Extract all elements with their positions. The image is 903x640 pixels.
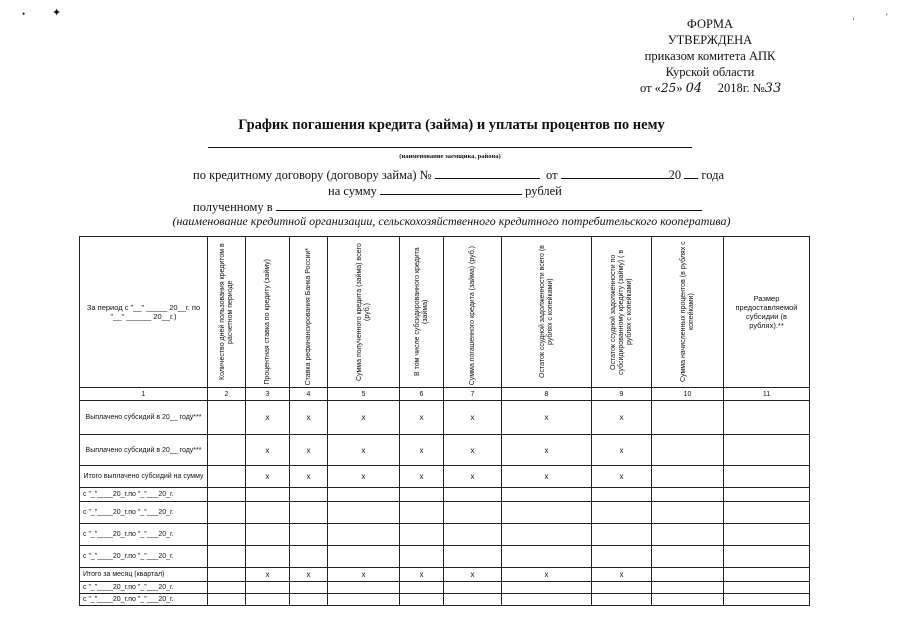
region-label: Курской области — [665, 65, 755, 79]
table-cell[interactable] — [724, 466, 810, 488]
borrower-name-line — [208, 146, 692, 148]
order-label: приказом комитета АПК — [644, 49, 776, 63]
x-mark: x — [592, 568, 652, 582]
table-cell[interactable] — [246, 524, 290, 546]
scan-speck: · — [852, 14, 855, 24]
table-cell[interactable] — [208, 582, 246, 594]
column-number: 11 — [724, 388, 810, 401]
table-cell[interactable] — [724, 502, 810, 524]
table-row — [80, 568, 810, 582]
column-number: 2 — [208, 388, 246, 401]
column-number: 1 — [80, 388, 208, 401]
table-cell[interactable] — [724, 582, 810, 594]
table-row — [80, 594, 810, 606]
table-cell[interactable] — [328, 582, 400, 594]
handwritten-number: 33 — [764, 81, 782, 96]
row-label: Итого за месяц (квартал) — [80, 568, 208, 582]
x-mark: x — [444, 435, 502, 466]
scan-speck: ✦ — [52, 7, 62, 19]
table-row — [80, 435, 810, 466]
approval-date: от «25» 04 2018г. №33 — [640, 81, 782, 96]
table-cell[interactable] — [502, 594, 592, 606]
table-row — [80, 546, 810, 568]
header-subsidy-amount: Размер предоставляемой субсидии (в рублях).** — [724, 237, 810, 388]
table-cell[interactable] — [592, 502, 652, 524]
table-cell[interactable] — [724, 594, 810, 606]
table-cell[interactable] — [290, 594, 328, 606]
table-row — [80, 524, 810, 546]
table-cell[interactable] — [652, 435, 724, 466]
x-mark: x — [290, 466, 328, 488]
table-cell[interactable] — [208, 401, 246, 435]
table-cell[interactable] — [328, 546, 400, 568]
table-cell[interactable] — [400, 546, 444, 568]
table-cell[interactable] — [724, 524, 810, 546]
header-accrued-interest: Сумма начисленных процентов (в рублях с копейками) — [652, 237, 724, 388]
table-cell[interactable] — [328, 594, 400, 606]
table-cell[interactable] — [290, 502, 328, 524]
row-label: с "_"____20_г.по "_"___20_г. — [80, 582, 208, 594]
scan-speck: • — [22, 9, 26, 19]
x-mark: x — [328, 466, 400, 488]
column-number-row — [80, 388, 810, 401]
x-mark: x — [400, 401, 444, 435]
x-mark: x — [328, 568, 400, 582]
table-cell[interactable] — [592, 524, 652, 546]
table-cell[interactable] — [502, 524, 592, 546]
table-cell[interactable] — [208, 466, 246, 488]
x-mark: x — [400, 466, 444, 488]
table-cell[interactable] — [502, 582, 592, 594]
table-cell[interactable] — [652, 524, 724, 546]
table-cell[interactable] — [290, 546, 328, 568]
column-number: 10 — [652, 388, 724, 401]
document-title: График погашения кредита (займа) и уплаты процентов по нему — [238, 117, 665, 133]
table-cell[interactable] — [328, 502, 400, 524]
column-number: 7 — [444, 388, 502, 401]
x-mark: x — [502, 466, 592, 488]
table-cell[interactable] — [328, 488, 400, 502]
x-mark: x — [290, 568, 328, 582]
x-mark: x — [246, 401, 290, 435]
table-cell[interactable] — [208, 524, 246, 546]
table-cell[interactable] — [444, 546, 502, 568]
header-balance-subsidized: Остаток ссудной задолженности по субсидированному кредиту (займу) ( в рублях с копейками) — [592, 237, 652, 388]
table-cell[interactable] — [652, 488, 724, 502]
x-mark: x — [328, 435, 400, 466]
table-cell[interactable] — [208, 594, 246, 606]
x-mark: x — [444, 568, 502, 582]
scan-speck: ' — [886, 12, 888, 22]
table-cell[interactable] — [208, 502, 246, 524]
x-mark: x — [592, 466, 652, 488]
table-row — [80, 582, 810, 594]
row-label: с "_"____20_г.по "_"___20_г. — [80, 488, 208, 502]
contract-number-field[interactable] — [435, 167, 540, 179]
header-subsidized-sum: В том числе субсидированного кредита (займа) — [400, 237, 444, 388]
table-cell[interactable] — [246, 502, 290, 524]
table-cell[interactable] — [290, 488, 328, 502]
table-cell[interactable] — [724, 488, 810, 502]
handwritten-month: 04 — [685, 81, 703, 96]
x-mark: x — [290, 401, 328, 435]
column-number: 5 — [328, 388, 400, 401]
x-mark: x — [246, 466, 290, 488]
table-cell[interactable] — [400, 502, 444, 524]
x-mark: x — [592, 435, 652, 466]
table-cell[interactable] — [290, 582, 328, 594]
row-label: с "_"____20_г.по "_"___20_г. — [80, 502, 208, 524]
table-cell[interactable] — [592, 594, 652, 606]
table-cell[interactable] — [502, 546, 592, 568]
contract-line: по кредитному договору (договору займа) № от 20 года — [193, 168, 725, 182]
table-cell[interactable] — [208, 488, 246, 502]
contract-year-field[interactable] — [684, 167, 698, 179]
x-mark: x — [328, 401, 400, 435]
x-mark: x — [444, 466, 502, 488]
column-number: 9 — [592, 388, 652, 401]
table-cell[interactable] — [724, 401, 810, 435]
x-mark: x — [444, 401, 502, 435]
table-cell[interactable] — [592, 546, 652, 568]
table-cell[interactable] — [592, 582, 652, 594]
table-cell[interactable] — [724, 568, 810, 582]
credit-organization-field[interactable] — [276, 199, 702, 211]
table-cell[interactable] — [652, 546, 724, 568]
row-label: Выплачено субсидий в 20__ году*** — [80, 435, 208, 466]
row-label: Выплачено субсидий в 20__ году*** — [80, 401, 208, 435]
table-cell[interactable] — [652, 568, 724, 582]
repayment-schedule-table — [79, 236, 810, 606]
header-period: За период с "__" _____ 20__г. по "__" ______ 20__г.) — [80, 237, 208, 388]
table-cell[interactable] — [400, 488, 444, 502]
x-mark: x — [502, 401, 592, 435]
x-mark: x — [400, 568, 444, 582]
table-cell[interactable] — [246, 488, 290, 502]
table-cell[interactable] — [724, 546, 810, 568]
table-cell[interactable] — [208, 435, 246, 466]
table-cell[interactable] — [400, 582, 444, 594]
table-cell[interactable] — [724, 435, 810, 466]
amount-line: на сумму рублей — [328, 184, 562, 198]
header-received-sum: Сумма полученного кредита (займа) всего (руб.) — [328, 237, 400, 388]
header-balance-total: Остаток ссудной задолженности всего (в рублях с копейками) — [502, 237, 592, 388]
table-cell[interactable] — [400, 524, 444, 546]
table-row — [80, 488, 810, 502]
header-days: Количество дней пользования кредитом в расчетном периоде — [208, 237, 246, 388]
row-label: с "_"____20_г.по "_"___20_г. — [80, 594, 208, 606]
header-rate: Процентная ставка по кредиту (займу) — [246, 237, 290, 388]
x-mark: x — [246, 435, 290, 466]
column-number: 8 — [502, 388, 592, 401]
table-cell[interactable] — [246, 582, 290, 594]
x-mark: x — [400, 435, 444, 466]
header-repaid-sum: Сумма погашенного кредита (займа) (руб.) — [444, 237, 502, 388]
table-cell[interactable] — [444, 488, 502, 502]
table-row — [80, 502, 810, 524]
table-cell[interactable] — [208, 546, 246, 568]
table-row — [80, 466, 810, 488]
table-cell[interactable] — [246, 546, 290, 568]
row-label: Итого выплачено субсидий на сумму — [80, 466, 208, 488]
table-cell[interactable] — [444, 594, 502, 606]
table-cell[interactable] — [246, 594, 290, 606]
table-cell[interactable] — [502, 488, 592, 502]
column-number: 6 — [400, 388, 444, 401]
table-cell[interactable] — [502, 502, 592, 524]
table-cell[interactable] — [652, 582, 724, 594]
table-cell[interactable] — [290, 524, 328, 546]
approval-block — [610, 16, 810, 97]
amount-field[interactable] — [380, 183, 522, 195]
row-label: с "_"____20_г.по "_"___20_г. — [80, 546, 208, 568]
received-line: полученному в — [193, 199, 702, 215]
table-cell[interactable] — [652, 502, 724, 524]
table-cell[interactable] — [444, 524, 502, 546]
table-cell[interactable] — [592, 488, 652, 502]
header-refinancing-rate: Ставка рефинансирования Банка России* — [290, 237, 328, 388]
table-row — [80, 401, 810, 435]
table-cell[interactable] — [444, 582, 502, 594]
contract-date-field[interactable] — [561, 167, 669, 179]
handwritten-day: 25 — [660, 81, 677, 95]
table-cell[interactable] — [444, 502, 502, 524]
table-header-row — [80, 237, 810, 388]
x-mark: x — [246, 568, 290, 582]
table-cell[interactable] — [400, 594, 444, 606]
row-label: с "_"____20_г.по "_"___20_г. — [80, 524, 208, 546]
borrower-caption: (наименование заемщика, района) — [399, 153, 501, 160]
organization-caption: (наименование кредитной организации, сельскохозяйственного кредитного потребительского кооператива) — [172, 214, 731, 228]
table-cell[interactable] — [652, 594, 724, 606]
approved-label: УТВЕРЖДЕНА — [667, 33, 753, 47]
table-cell[interactable] — [208, 568, 246, 582]
table-cell[interactable] — [652, 466, 724, 488]
table-cell[interactable] — [652, 401, 724, 435]
column-number: 3 — [246, 388, 290, 401]
column-number: 4 — [290, 388, 328, 401]
x-mark: x — [592, 401, 652, 435]
x-mark: x — [502, 568, 592, 582]
table-cell[interactable] — [328, 524, 400, 546]
x-mark: x — [502, 435, 592, 466]
x-mark: x — [290, 435, 328, 466]
form-label: ФОРМА — [686, 17, 734, 31]
